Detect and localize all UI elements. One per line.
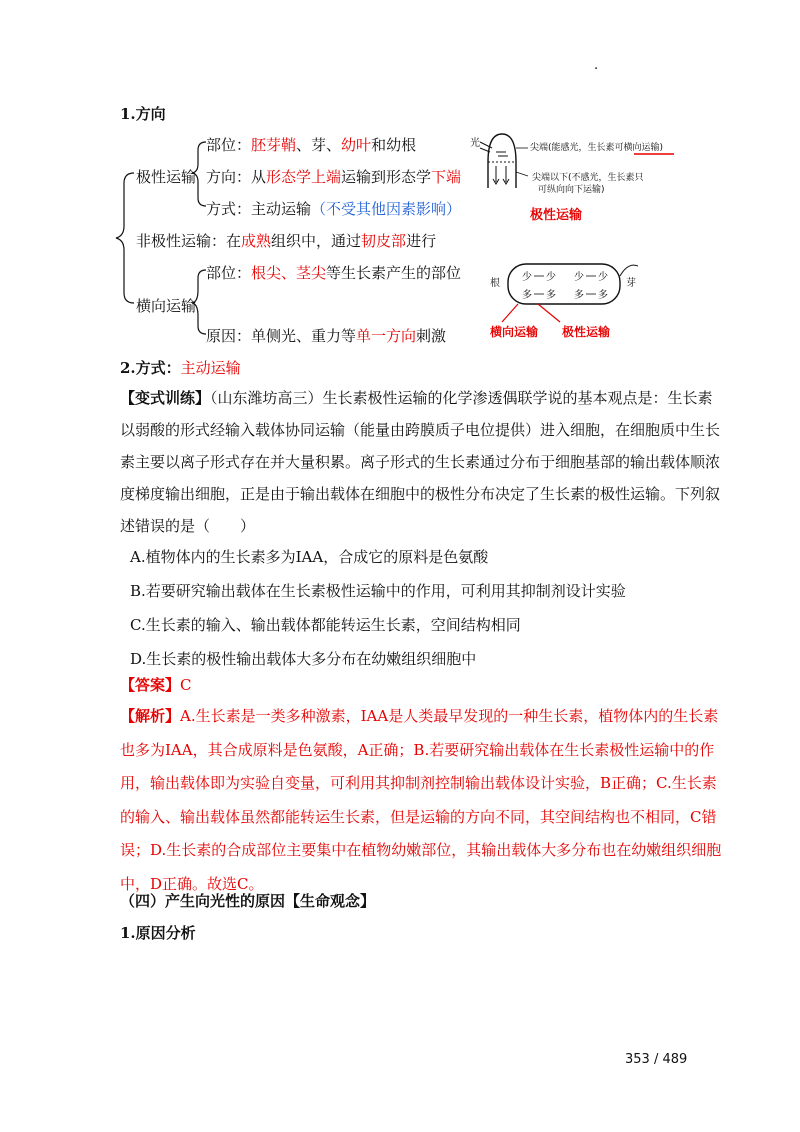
option-b: B.若要研究输出载体在生长素极性运输中的作用，可利用其抑制剂设计实验 <box>130 582 626 600</box>
options-list <box>130 540 685 676</box>
option-a: A.植物体内的生长素多为IAA，合成它的原料是色氨酸 <box>130 548 489 566</box>
lateral-site-line: 部位：根尖、茎尖等生长素产生的部位 <box>206 264 462 282</box>
shoot-label: 芽 <box>626 278 636 289</box>
analysis <box>120 700 722 901</box>
svg-text:少: 少 <box>598 272 608 283</box>
svg-text:少: 少 <box>574 272 584 283</box>
svg-text:多: 多 <box>522 290 532 301</box>
polar-caption: 极性运输 <box>530 208 583 223</box>
analysis-line-2: 也多为IAA，其合成原料是色氨酸，A正确；B.若要研究输出载体在生长素极性运输中的作 <box>120 740 715 759</box>
lateral-cause-line: 原因：单侧光、重力等单一方向刺激 <box>206 327 447 345</box>
polar-direction-line: 方向：从形态学上端运输到形态学下端 <box>206 168 462 186</box>
variant-line-3: 素主要以离子形式存在并大量积累。离子形式的生长素通过分布于细胞基部的输出载体顺浓 <box>120 453 721 471</box>
heading-direction: 1.方向 <box>120 105 166 123</box>
top-mark: . <box>594 58 599 73</box>
polar-site-line: 部位：胚芽鞘、芽、幼叶和幼根 <box>206 136 417 154</box>
variant-line-1: 【变式训练】（山东潍坊高三）生长素极性运输的化学渗透偶联学说的基本观点是：生长素 <box>120 389 713 407</box>
analysis-line-6: 中，D正确。故选C。 <box>120 874 264 893</box>
polar-transport-label: 极性运输 <box>136 168 197 186</box>
polar-caption-2: 极性运输 <box>562 325 611 339</box>
lateral-caption: 横向运输 <box>490 325 539 339</box>
variant-line-2: 以弱酸的形式经输入载体协同运输（能量由跨膜质子电位提供）进入细胞，在细胞质中生长 <box>120 421 721 439</box>
tip-note: 尖端(能感光，生长素可横向运输) <box>530 143 664 153</box>
variant-line-4: 度梯度输出细胞，正是由于输出载体在细胞中的极性分布决定了生长素的极性运输。下列叙 <box>120 485 721 503</box>
heading-mode: 2.方式：主动运输 <box>120 359 241 377</box>
svg-text:多: 多 <box>598 290 608 301</box>
light-label: 光 <box>470 138 480 149</box>
analysis-line-3: 用，输出载体即为实验自变量，可利用其抑制剂控制输出载体设计实验，B正确；C.生长素 <box>120 774 717 792</box>
answer-line: 【答案】C <box>120 676 192 694</box>
analysis-line-5: 误；D.生长素的合成部位主要集中在植物幼嫩部位，其输出载体大多分布也在幼嫩组织细胞 <box>120 841 722 859</box>
svg-text:少: 少 <box>546 272 556 283</box>
svg-text:多: 多 <box>574 290 584 301</box>
heading-phototropism: （四）产生向光性的原因【生命观念】 <box>120 892 376 910</box>
heading-cause-analysis: 1.原因分析 <box>120 924 196 942</box>
below-tip-note-line1: 尖端以下(不感光，生长素只 <box>532 173 644 183</box>
analysis-line-1: 【解析】A.生长素是一类多种激素，IAA是人类最早发现的一种生长素，植物体内的生长素 <box>120 707 719 725</box>
option-c: C.生长素的输入、输出载体都能转运生长素，空间结构相同 <box>130 616 521 634</box>
root-label: 根 <box>490 278 500 289</box>
seedling-diagram <box>488 256 638 346</box>
variant-line-5: 述错误的是（ ） <box>120 517 256 535</box>
below-tip-note-line2: 可纵向向下运输) <box>538 185 605 195</box>
analysis-line-4: 的输入、输出载体虽然都能转运生长素，但是运输的方向不同，其空间结构也不相同，C错 <box>120 807 717 826</box>
nonpolar-transport-line: 非极性运输：在成熟组织中，通过韧皮部进行 <box>136 232 437 250</box>
lateral-transport-label: 横向运输 <box>136 297 197 315</box>
svg-text:多: 多 <box>546 290 556 301</box>
page-number: 353 / 489 <box>625 1052 688 1067</box>
variant-question <box>120 382 721 542</box>
option-d: D.生长素的极性输出载体大多分布在幼嫩组织细胞中 <box>130 650 477 668</box>
polar-mode-line: 方式：主动运输（不受其他因素影响） <box>206 200 462 218</box>
coleoptile-diagram <box>466 128 686 228</box>
svg-text:少: 少 <box>522 272 532 283</box>
